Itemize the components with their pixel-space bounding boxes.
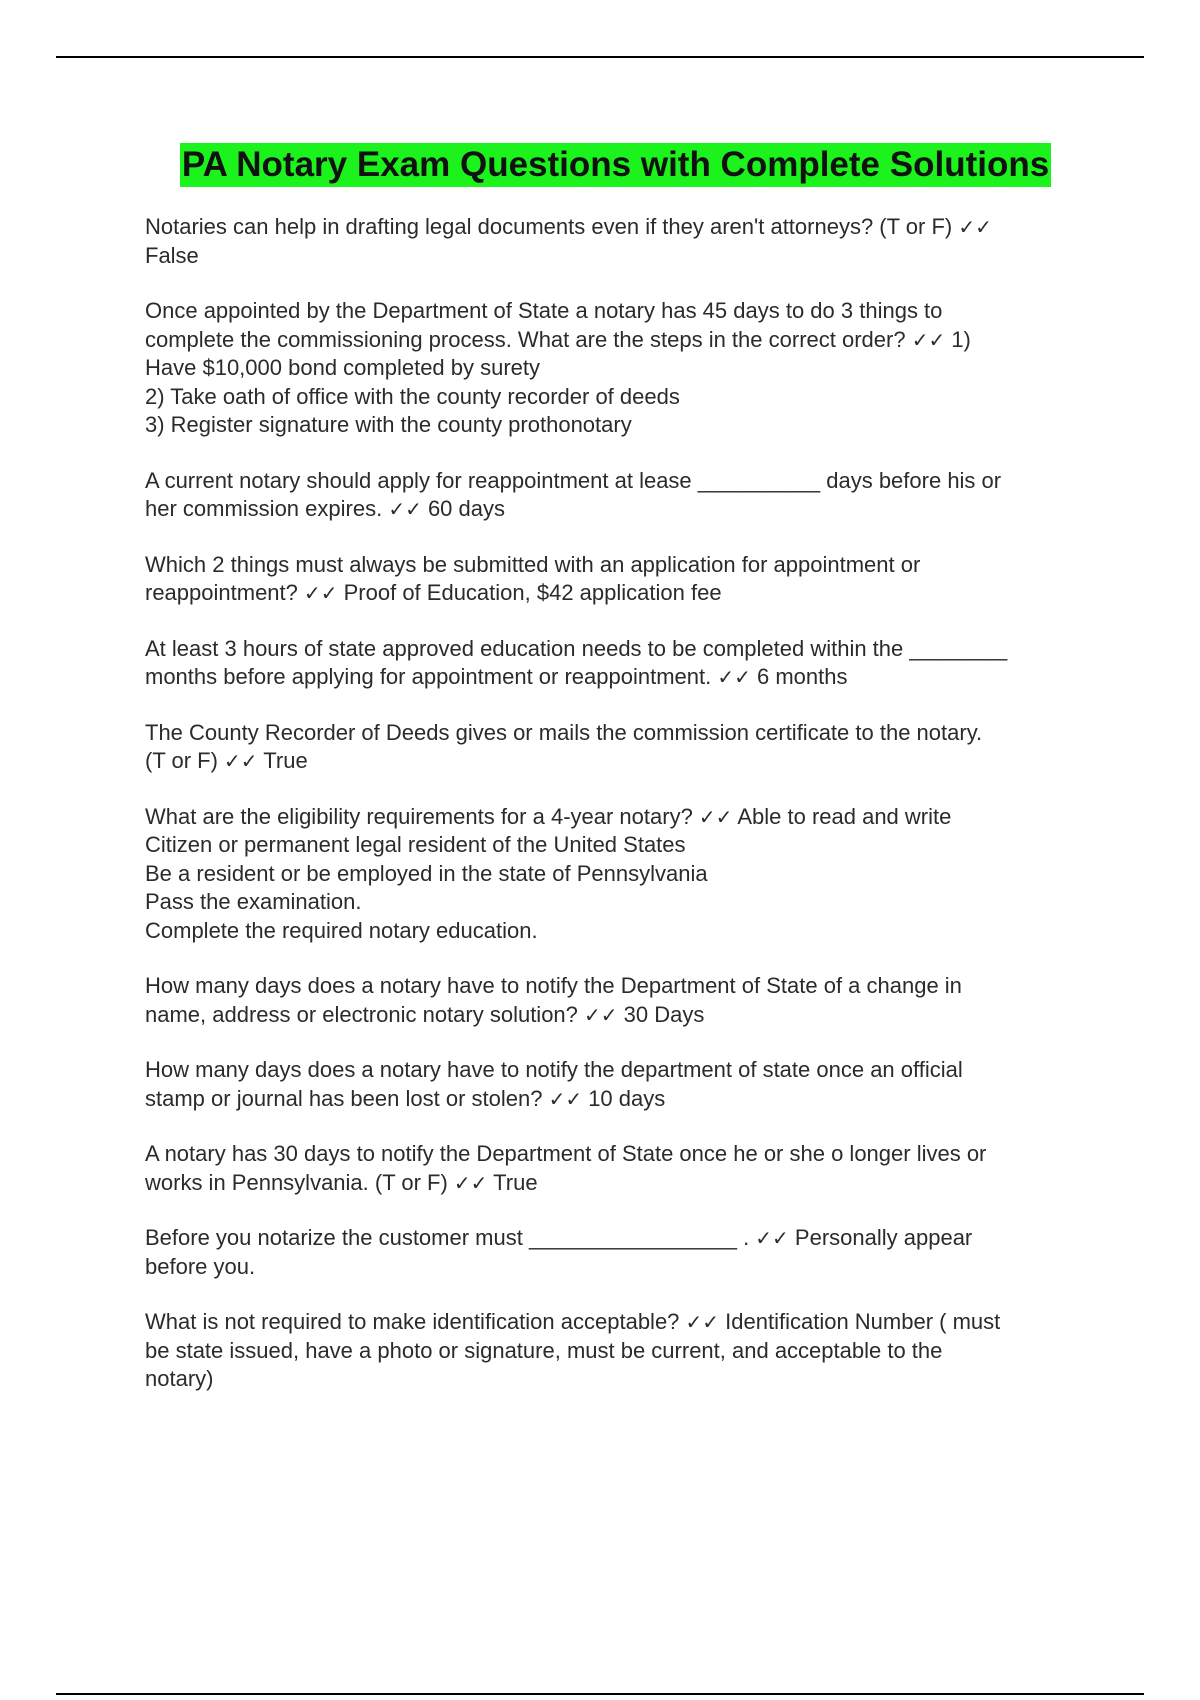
answer-check-icon: ✓✓ (548, 1086, 583, 1111)
header-rule (56, 56, 1144, 58)
qa-text: Notaries can help in drafting legal documents even if they aren't attorneys? (T or F) (145, 214, 959, 239)
qa-item (145, 635, 1090, 692)
answer-text: 6 months (750, 664, 848, 689)
qa-line (145, 242, 1090, 271)
qa-line (145, 213, 1090, 242)
footer-rule (56, 1693, 1144, 1695)
qa-item (145, 1308, 1090, 1394)
qa-line (145, 831, 1090, 860)
qa-line (145, 383, 1090, 412)
answer-text: True (487, 1169, 538, 1195)
qa-text: What is not required to make identification acceptable? (145, 1309, 686, 1334)
qa-item (145, 1056, 1090, 1113)
qa-line (145, 719, 1090, 748)
title-container (143, 143, 1088, 187)
answer-check-icon: ✓✓ (388, 497, 422, 521)
answer-check-icon: ✓✓ (717, 665, 751, 689)
qa-text: Which 2 things must always be submitted with an application for appointment or (145, 551, 921, 577)
qa-line (145, 917, 1090, 946)
qa-line (145, 972, 1090, 1001)
qa-line (145, 888, 1090, 917)
qa-text: A notary has 30 days to notify the Department of State once he or she o longer lives or (145, 1141, 987, 1166)
qa-text: her commission expires. (145, 496, 389, 521)
qa-line (145, 1140, 1090, 1169)
qa-text: Have $10,000 bond completed by surety (145, 355, 541, 380)
answer-text: 60 days (421, 496, 505, 521)
qa-text: 3) Register signature with the county prothonotary (145, 412, 632, 437)
qa-text: complete the commissioning process. What are the steps in the correct order? (145, 326, 912, 352)
qa-text: How many days does a notary have to notify the department of state once an official (145, 1057, 963, 1082)
qa-item (145, 1140, 1090, 1197)
qa-line (145, 411, 1090, 440)
answer-check-icon: ✓✓ (224, 749, 258, 773)
qa-text: be state issued, have a photo or signature, must be current, and acceptable to the (145, 1337, 943, 1363)
document-title: PA Notary Exam Questions with Complete Solutions (180, 143, 1051, 187)
qa-text: The County Recorder of Deeds gives or mails the commission certificate to the notary. (145, 719, 983, 745)
qa-line (145, 1337, 1090, 1366)
answer-check-icon: ✓✓ (304, 581, 338, 605)
qa-text: notary) (145, 1366, 214, 1391)
qa-list (145, 213, 1090, 1394)
answer-check-icon: ✓✓ (453, 1170, 488, 1195)
qa-text: False (145, 242, 199, 268)
qa-line (145, 663, 1090, 692)
qa-line (145, 860, 1090, 889)
qa-text: (T or F) (145, 748, 225, 773)
qa-text: Before you notarize the customer must _________________ . (145, 1225, 756, 1250)
qa-item (145, 213, 1090, 270)
qa-line (145, 297, 1090, 326)
qa-item (145, 803, 1090, 946)
qa-text: How many days does a notary have to notify the Department of State of a change in (145, 973, 962, 998)
qa-text: before you. (145, 1253, 256, 1279)
answer-text: Able to read and write (732, 803, 952, 829)
qa-line (145, 326, 1090, 355)
qa-line (145, 803, 1090, 832)
qa-text: Citizen or permanent legal resident of the United States (145, 832, 686, 857)
qa-line (145, 1365, 1090, 1394)
answer-text: Proof of Education, $42 application fee (337, 580, 722, 605)
answer-check-icon: ✓✓ (584, 1002, 618, 1027)
qa-text: Once appointed by the Department of State a notary has 45 days to do 3 things to (145, 298, 943, 323)
document-body (145, 143, 1090, 1421)
qa-item (145, 297, 1090, 440)
qa-line (145, 354, 1090, 383)
qa-line (145, 1001, 1090, 1030)
qa-text: What are the eligibility requirements for a 4-year notary? (145, 803, 699, 829)
answer-check-icon: ✓✓ (958, 215, 992, 239)
qa-text: 2) Take oath of office with the county recorder of deeds (145, 383, 680, 409)
qa-text: stamp or journal has been lost or stolen? (145, 1085, 549, 1111)
qa-text: At least 3 hours of state approved education needs to be completed within the ________ (145, 635, 1008, 661)
qa-item (145, 972, 1090, 1029)
answer-text: Personally appear (788, 1225, 973, 1250)
qa-text: name, address or electronic notary solution? (145, 1001, 585, 1027)
qa-text: Pass the examination. (145, 889, 362, 914)
qa-line (145, 747, 1090, 776)
qa-text: months before applying for appointment or reappointment. (145, 664, 718, 689)
answer-check-icon: ✓✓ (911, 327, 946, 352)
answer-text: True (257, 748, 308, 773)
qa-item (145, 1224, 1090, 1281)
qa-line (145, 1224, 1090, 1253)
qa-item (145, 467, 1090, 524)
qa-line (145, 551, 1090, 580)
qa-line (145, 1169, 1090, 1198)
answer-check-icon: ✓✓ (755, 1226, 789, 1250)
qa-line (145, 1308, 1090, 1337)
qa-line (145, 1085, 1090, 1114)
qa-text: A current notary should apply for reappointment at lease __________ days before his or (145, 467, 1002, 493)
qa-line (145, 1253, 1090, 1282)
answer-text: 1) (945, 326, 971, 352)
answer-text: 30 Days (617, 1001, 705, 1027)
answer-text: 10 days (582, 1085, 666, 1111)
qa-line (145, 467, 1090, 496)
qa-item (145, 551, 1090, 608)
qa-line (145, 495, 1090, 524)
qa-item (145, 719, 1090, 776)
qa-text: works in Pennsylvania. (T or F) (145, 1169, 454, 1195)
qa-line (145, 1056, 1090, 1085)
qa-text: reappointment? (145, 580, 304, 605)
qa-line (145, 635, 1090, 664)
answer-check-icon: ✓✓ (685, 1310, 720, 1334)
answer-check-icon: ✓✓ (698, 804, 733, 829)
answer-text: Identification Number ( must (719, 1309, 1001, 1334)
qa-text: Complete the required notary education. (145, 917, 538, 943)
qa-line (145, 579, 1090, 608)
qa-text: Be a resident or be employed in the state of Pennsylvania (145, 860, 708, 886)
